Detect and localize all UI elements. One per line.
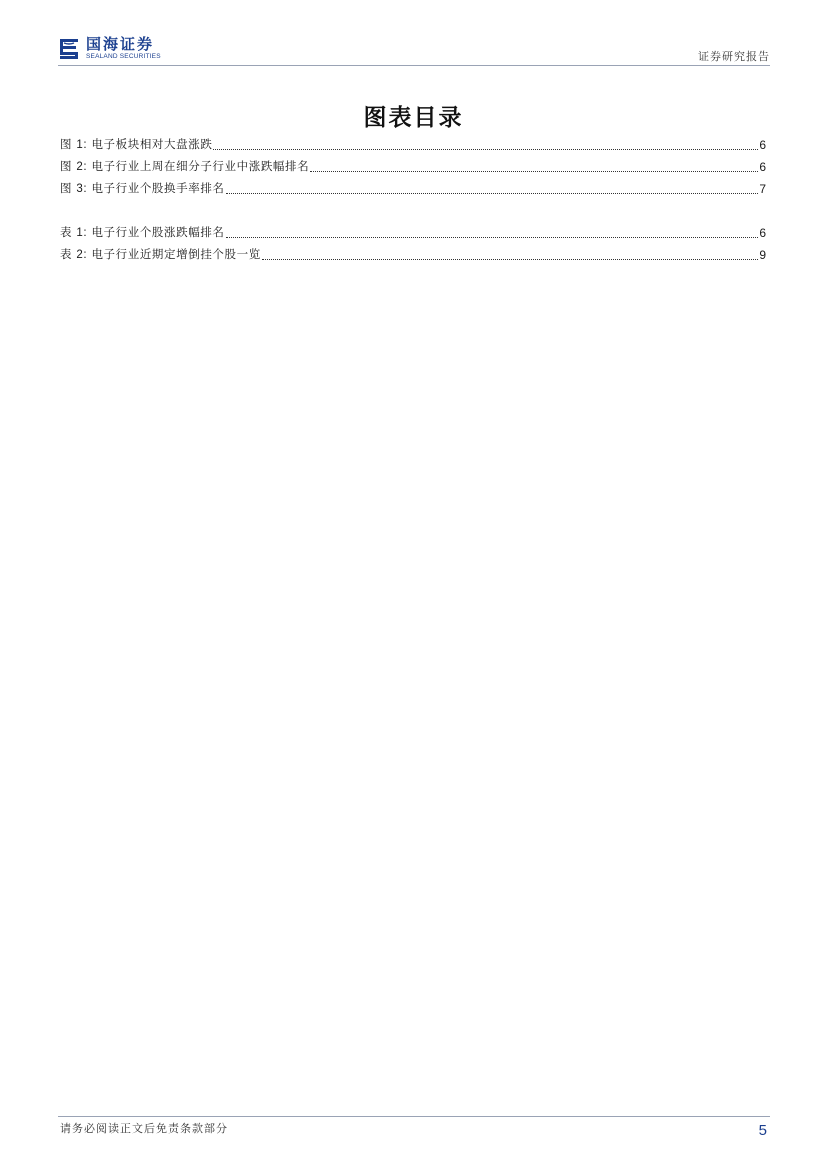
entry-number: 3:: [76, 183, 88, 195]
entry-page: 6: [759, 160, 766, 174]
entry-prefix: 图: [60, 137, 73, 151]
dot-leader: [213, 138, 758, 150]
toc-entry-table-2[interactable]: [60, 247, 766, 263]
entry-prefix: 图: [60, 181, 73, 195]
logo-english-name: SEALAND SECURITIES: [86, 53, 161, 61]
dot-leader: [226, 226, 759, 238]
entry-title: 电子行业近期定增倒挂个股一览: [91, 247, 261, 261]
entry-page: 6: [759, 226, 766, 240]
sealand-logo-icon: [58, 37, 80, 61]
entry-prefix: 表: [60, 247, 73, 261]
entry-page: 9: [759, 248, 766, 262]
dot-leader: [310, 160, 758, 172]
entry-number: 1:: [76, 227, 88, 239]
toc-entry-figure-1[interactable]: [60, 137, 766, 153]
dot-leader: [262, 248, 758, 260]
entry-number: 2:: [76, 249, 88, 261]
page-number: 5: [758, 1122, 767, 1139]
entry-title: 电子行业个股换手率排名: [91, 181, 225, 195]
page-header: [58, 34, 770, 66]
dot-leader: [226, 182, 759, 194]
entry-prefix: 表: [60, 225, 73, 239]
footer-disclaimer: 请务必阅读正文后免责条款部分: [60, 1122, 228, 1135]
entry-number: 1:: [76, 139, 88, 151]
toc-entry-figure-2[interactable]: [60, 159, 766, 175]
entry-page: 7: [759, 182, 766, 196]
footer-divider: [58, 1116, 770, 1117]
page-title: 图表目录: [363, 104, 464, 131]
logo-chinese-name: 国海证券: [86, 35, 155, 54]
toc-entry-table-1[interactable]: [60, 225, 766, 241]
entry-title: 电子行业个股涨跌幅排名: [91, 225, 225, 239]
entry-title: 电子板块相对大盘涨跌: [91, 137, 213, 151]
header-divider: [58, 65, 770, 66]
entry-title: 电子行业上周在细分子行业中涨跌幅排名: [91, 159, 310, 173]
sealand-logo: [58, 34, 161, 64]
entry-prefix: 图: [60, 159, 73, 173]
entry-number: 2:: [76, 161, 88, 173]
report-type: 证券研究报告: [698, 50, 770, 63]
toc-entry-figure-3[interactable]: [60, 181, 766, 197]
entry-page: 6: [759, 138, 766, 152]
